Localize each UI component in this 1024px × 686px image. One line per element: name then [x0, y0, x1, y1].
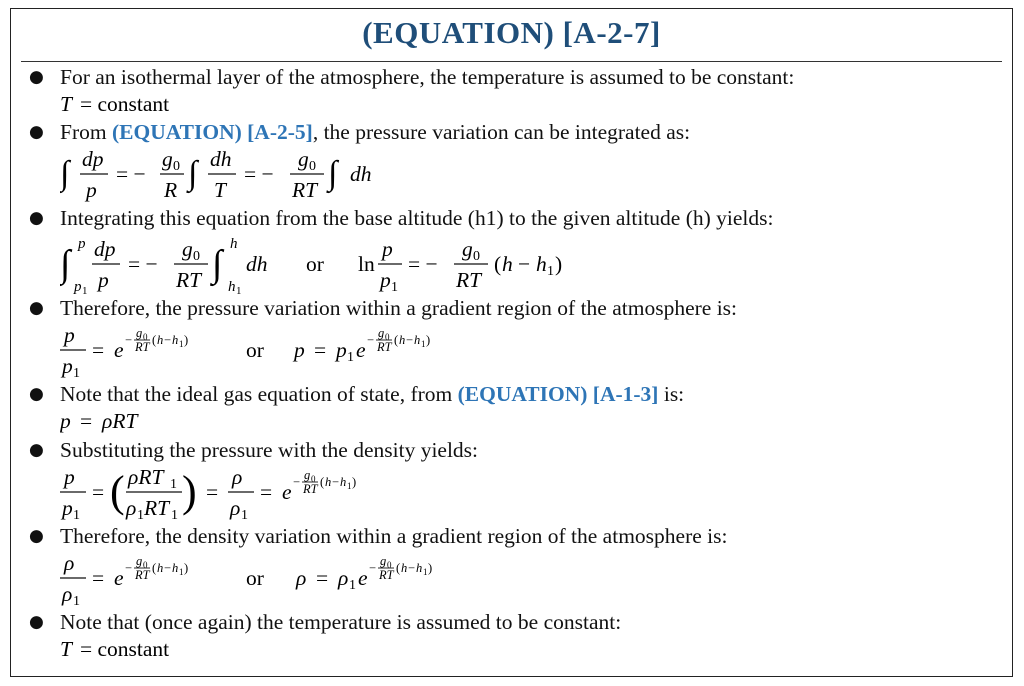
list-item	[11, 437, 1012, 523]
svg-text:p: p	[62, 496, 73, 520]
bullet-icon: ●	[29, 208, 44, 228]
equation-graphic	[60, 464, 480, 522]
list-item	[11, 205, 1012, 295]
svg-text:T: T	[60, 92, 72, 116]
svg-text:p: p	[60, 409, 71, 433]
svg-text:p: p	[86, 178, 97, 202]
svg-text:or: or	[246, 566, 264, 590]
svg-text:=: =	[316, 566, 329, 590]
bullet-icon: ●	[29, 67, 44, 87]
svg-text:ρ: ρ	[296, 566, 307, 590]
svg-text:h: h	[325, 475, 332, 489]
svg-text:0: 0	[387, 560, 392, 570]
equation-graphic	[60, 408, 220, 434]
svg-text:g: g	[378, 326, 385, 340]
svg-text:∫: ∫	[328, 155, 338, 192]
svg-text:1: 1	[391, 280, 398, 294]
svg-text:g: g	[304, 468, 311, 482]
svg-text:= constant: = constant	[80, 637, 170, 661]
list-item	[11, 295, 1012, 381]
svg-text:p: p	[74, 279, 82, 294]
svg-text:=: =	[80, 409, 93, 433]
svg-text:(: (	[320, 475, 325, 489]
svg-text:0: 0	[473, 249, 480, 264]
svg-text:h: h	[536, 252, 547, 276]
svg-text:p: p	[380, 268, 391, 292]
list-item	[11, 381, 1012, 437]
svg-text:T: T	[60, 637, 72, 661]
svg-text:(: (	[152, 333, 157, 347]
svg-text:): )	[184, 561, 189, 575]
svg-text:1: 1	[73, 594, 80, 608]
item-text: Integrating this equation from the base altitude (h1) to the given altitude (h) yields:	[60, 206, 774, 230]
svg-text:RT: RT	[144, 496, 170, 520]
svg-text:0: 0	[143, 560, 148, 570]
svg-text:(: (	[394, 333, 399, 347]
svg-text:dh: dh	[246, 252, 268, 276]
svg-text:h: h	[340, 475, 347, 489]
svg-text:p: p	[294, 338, 305, 362]
svg-text:e: e	[114, 338, 124, 362]
equation-graphic	[60, 91, 220, 117]
svg-text:e: e	[282, 480, 292, 504]
list-item	[11, 523, 1012, 609]
svg-text:0: 0	[193, 249, 200, 264]
svg-text:ρ: ρ	[230, 496, 241, 520]
svg-text:1: 1	[170, 477, 177, 492]
svg-text:R: R	[164, 178, 178, 202]
item-text: For an isothermal layer of the atmosphere, the temperature is assumed to be constant:	[60, 65, 795, 89]
bullet-icon: ●	[29, 526, 44, 546]
svg-text:−: −	[332, 475, 340, 489]
svg-text:∫: ∫	[60, 243, 71, 285]
svg-text:dh: dh	[350, 162, 372, 186]
svg-text:h: h	[414, 333, 421, 347]
svg-text:dp: dp	[82, 147, 104, 171]
svg-text:T: T	[214, 178, 226, 202]
svg-text:RT: RT	[176, 268, 202, 292]
svg-text:∫: ∫	[212, 243, 223, 285]
svg-text:): )	[182, 467, 197, 516]
svg-text:p: p	[382, 237, 393, 261]
equation	[60, 91, 1012, 117]
svg-text:−: −	[164, 333, 172, 347]
svg-text:−: −	[518, 252, 531, 276]
svg-text:ρRT: ρRT	[102, 409, 138, 433]
svg-text:= constant: = constant	[80, 92, 170, 116]
svg-text:RT: RT	[135, 340, 150, 354]
item-text: Note that (once again) the temperature is assumed to be constant:	[60, 610, 622, 634]
svg-text:ρ: ρ	[338, 566, 349, 590]
svg-text:ln: ln	[358, 252, 375, 276]
svg-text:RT: RT	[303, 482, 318, 496]
equation-link[interactable]: (EQUATION) [A-1-3]	[457, 382, 659, 406]
svg-text:−: −	[408, 561, 416, 575]
svg-text:1: 1	[73, 508, 80, 522]
svg-text:p: p	[336, 338, 347, 362]
svg-text:ρ: ρ	[64, 551, 75, 575]
bullet-icon: ●	[29, 298, 44, 318]
svg-text:1: 1	[179, 339, 184, 349]
svg-text:1: 1	[547, 264, 554, 279]
svg-text:(: (	[494, 252, 502, 276]
svg-text:p: p	[98, 268, 109, 292]
svg-text:g: g	[136, 554, 143, 568]
svg-text:RT: RT	[379, 568, 394, 582]
svg-text:−: −	[125, 333, 133, 347]
bullet-icon: ●	[29, 612, 44, 632]
svg-text:−: −	[369, 561, 377, 575]
svg-text:1: 1	[347, 350, 354, 365]
item-text: Substituting the pressure with the density yields:	[60, 438, 479, 462]
svg-text:g: g	[182, 237, 193, 261]
item-text: From (EQUATION) [A-2-5], the pressure variation can be integrated as:	[60, 120, 691, 144]
svg-text:or: or	[306, 252, 324, 276]
svg-text:0: 0	[311, 474, 316, 484]
svg-text:): )	[426, 333, 431, 347]
equation-graphic	[60, 550, 520, 608]
svg-text:=: =	[206, 480, 219, 504]
svg-text:): )	[352, 475, 357, 489]
svg-text:∫: ∫	[60, 155, 70, 192]
svg-text:1: 1	[347, 481, 352, 491]
svg-text:−: −	[164, 561, 172, 575]
item-text: Note that the ideal gas equation of state, from (EQUATION) [A-1-3] is:	[60, 382, 685, 406]
svg-text:0: 0	[385, 332, 390, 342]
svg-text:= −: = −	[408, 252, 438, 276]
equation-graphic	[60, 146, 480, 204]
svg-text:h: h	[230, 236, 238, 252]
svg-text:=: =	[92, 566, 105, 590]
svg-text:1: 1	[137, 508, 144, 522]
svg-text:h: h	[416, 561, 423, 575]
svg-text:(: (	[110, 467, 125, 516]
svg-text:e: e	[114, 566, 124, 590]
svg-text:1: 1	[421, 339, 426, 349]
svg-text:ρ: ρ	[126, 496, 137, 520]
svg-text:1: 1	[241, 508, 248, 522]
svg-text:ρ: ρ	[232, 465, 243, 489]
svg-text:h: h	[502, 252, 513, 276]
equation-link[interactable]: (EQUATION) [A-2-5]	[111, 120, 313, 144]
svg-text:dh: dh	[210, 147, 232, 171]
svg-text:): )	[428, 561, 433, 575]
svg-text:RT: RT	[135, 568, 150, 582]
equation-card	[10, 8, 1013, 677]
list-item	[11, 64, 1012, 119]
item-text: Therefore, the pressure variation within a gradient region of the atmosphere is:	[60, 296, 738, 320]
svg-text:−: −	[406, 333, 414, 347]
svg-text:= −: = −	[244, 162, 274, 186]
svg-text:=: =	[314, 338, 327, 362]
svg-text:g: g	[462, 237, 473, 261]
svg-text:h: h	[401, 561, 408, 575]
svg-text:1: 1	[349, 578, 356, 593]
svg-text:h: h	[172, 333, 179, 347]
svg-text:h: h	[399, 333, 406, 347]
svg-text:1: 1	[82, 285, 88, 294]
list-item	[11, 119, 1012, 205]
svg-text:ρ: ρ	[62, 582, 73, 606]
bullet-icon: ●	[29, 440, 44, 460]
bullet-list	[11, 64, 1012, 665]
svg-text:g: g	[380, 554, 387, 568]
svg-text:1: 1	[171, 508, 178, 522]
svg-text:= −: = −	[116, 162, 146, 186]
equation-graphic	[60, 322, 520, 380]
svg-text:g: g	[136, 326, 143, 340]
svg-text:1: 1	[179, 567, 184, 577]
svg-text:or: or	[246, 338, 264, 362]
svg-text:e: e	[356, 338, 366, 362]
svg-text:=: =	[92, 480, 105, 504]
svg-text:h: h	[172, 561, 179, 575]
svg-text:p: p	[78, 236, 86, 252]
svg-text:1: 1	[423, 567, 428, 577]
svg-text:∫: ∫	[188, 155, 198, 192]
svg-text:0: 0	[173, 159, 180, 174]
item-text: Therefore, the density variation within a gradient region of the atmosphere is:	[60, 524, 728, 548]
svg-text:1: 1	[73, 366, 80, 380]
svg-text:h: h	[157, 333, 164, 347]
svg-text:ρRT: ρRT	[128, 465, 164, 489]
svg-text:p: p	[64, 323, 75, 347]
list-item	[11, 609, 1012, 665]
svg-text:dp: dp	[94, 237, 116, 261]
svg-text:=: =	[92, 338, 105, 362]
title-divider	[21, 61, 1002, 62]
svg-text:(: (	[152, 561, 157, 575]
equation-graphic	[60, 232, 620, 294]
svg-text:e: e	[358, 566, 368, 590]
equation-graphic	[60, 636, 220, 662]
svg-text:g: g	[162, 147, 173, 171]
svg-text:(: (	[396, 561, 401, 575]
bullet-icon: ●	[29, 122, 44, 142]
svg-text:=: =	[260, 480, 273, 504]
svg-text:0: 0	[143, 332, 148, 342]
svg-text:1: 1	[236, 285, 242, 294]
svg-text:RT: RT	[292, 178, 318, 202]
svg-text:p: p	[62, 354, 73, 378]
svg-text:−: −	[125, 561, 133, 575]
svg-text:−: −	[293, 475, 301, 489]
svg-text:): )	[184, 333, 189, 347]
svg-text:RT: RT	[377, 340, 392, 354]
svg-text:h: h	[157, 561, 164, 575]
svg-text:RT: RT	[456, 268, 482, 292]
svg-text:−: −	[367, 333, 375, 347]
svg-text:= −: = −	[128, 252, 158, 276]
svg-text:): )	[555, 252, 563, 276]
svg-text:0: 0	[309, 159, 316, 174]
bullet-icon: ●	[29, 384, 44, 404]
svg-text:g: g	[298, 147, 309, 171]
svg-text:p: p	[64, 465, 75, 489]
svg-text:h: h	[228, 279, 236, 294]
page-title: (EQUATION) [A-2-7]	[362, 15, 661, 50]
